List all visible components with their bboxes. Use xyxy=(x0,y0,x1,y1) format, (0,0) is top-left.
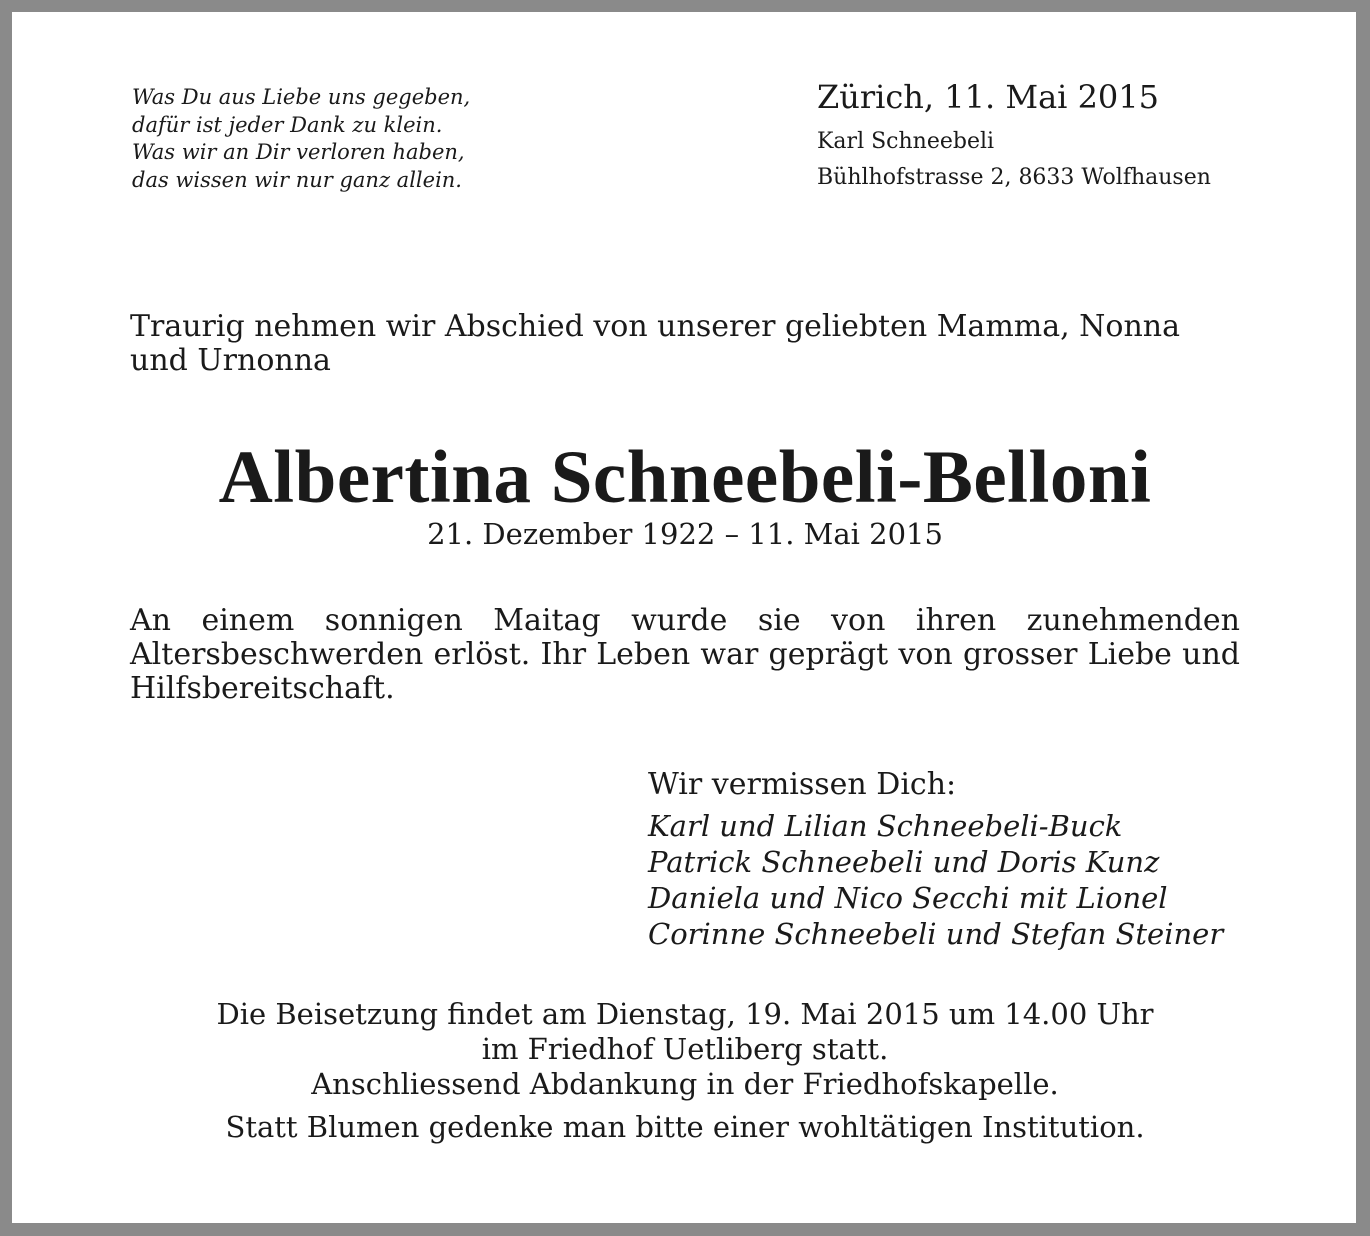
deceased-name: Albertina Schneebeli-Belloni xyxy=(218,436,1152,519)
life-dates: 21. Dezember 1922 – 11. Mai 2015 xyxy=(427,517,943,551)
intro-text: Traurig nehmen wir Abschied von unserer geliebten Mamma, Nonna und Urnonna xyxy=(130,309,1181,378)
place-and-date: Zürich, 11. Mai 2015 xyxy=(817,78,1159,116)
funeral-line: Anschliessend Abdankung in der Friedhofskapelle. xyxy=(311,1067,1059,1101)
sender-block xyxy=(817,124,1211,196)
mourner-entry: Patrick Schneebeli und Doris Kunz xyxy=(648,845,1160,879)
verse-line: dafür ist jeder Dank zu klein. xyxy=(132,112,443,137)
sender-name: Karl Schneebeli xyxy=(817,129,995,154)
tribute-text: An einem sonnigen Maitag wurde sie von ihren zunehmenden Altersbeschwerden erlöst. Ihr Leben war geprägt von grosser Liebe und Hilfsbereitschaft. xyxy=(130,603,1240,706)
verse-line: Was wir an Dir verloren haben, xyxy=(132,140,465,164)
mourners-list xyxy=(648,808,1223,952)
funeral-line: Die Beisetzung findet am Dienstag, 19. Mai 2015 um 14.00 Uhr xyxy=(216,997,1154,1031)
mourner-entry: Karl und Lilian Schneebeli-Buck xyxy=(648,809,1123,843)
verse-line: Was Du aus Liebe uns gegeben, xyxy=(132,85,471,109)
sender-address: Bühlhofstrasse 2, 8633 Wolfhausen xyxy=(817,165,1211,190)
memorial-verse xyxy=(132,84,470,194)
donation-note: Statt Blumen gedenke man bitte einer wohltätigen Institution. xyxy=(225,1110,1145,1144)
funeral-line: im Friedhof Uetliberg statt. xyxy=(481,1032,889,1066)
mourner-entry: Corinne Schneebeli und Stefan Steiner xyxy=(648,917,1224,951)
mourner-entry: Daniela und Nico Secchi mit Lionel xyxy=(648,881,1168,915)
obituary-notice xyxy=(12,12,1356,1223)
mourners-heading: Wir vermissen Dich: xyxy=(648,767,957,802)
verse-line: das wissen wir nur ganz allein. xyxy=(132,167,462,192)
funeral-details xyxy=(130,997,1240,1145)
